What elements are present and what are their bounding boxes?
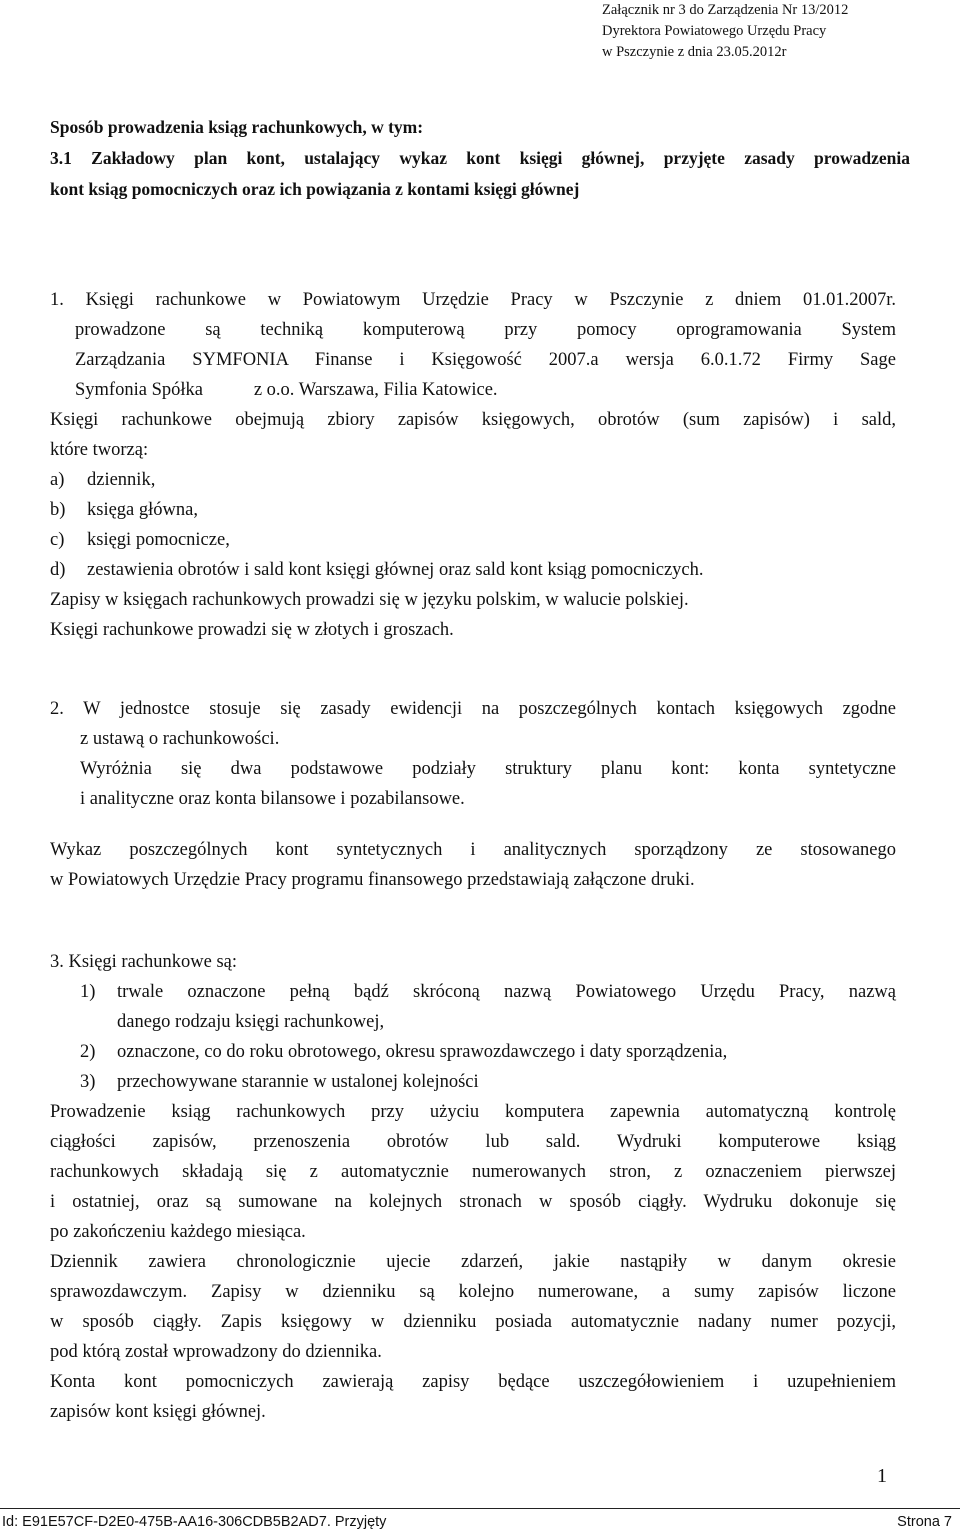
title-line-2: 3.1 Zakładowy plan kont, ustalający wykaz kont księgi głównej, przyjęte zasady prowadzenia: [50, 148, 910, 168]
section3-list: [50, 977, 896, 1097]
list-item: [50, 525, 896, 555]
document-id: Id: E91E57CF-D2E0-475B-AA16-306CDB5B2AD7. Przyjęty: [2, 1514, 387, 1530]
section1-para-3: Księgi rachunkowe prowadzi się w złotych i groszach.: [50, 620, 454, 640]
list-label: a): [50, 470, 65, 490]
section-1: [50, 285, 896, 645]
footer-divider: [0, 1508, 960, 1509]
list-item: [80, 1037, 896, 1067]
wykaz-paragraph: [50, 835, 896, 895]
section3-para2-line: Dziennik zawiera chronologicznie ujecie zdarzeń, jakie nastąpiły w danym okresie: [50, 1252, 896, 1272]
section3-para2-line: sprawozdawczym. Zapisy w dzienniku są kolejno numerowane, a sumy zapisów liczone: [50, 1282, 896, 1302]
list-text: trwale oznaczone pełną bądź skróconą nazwą Powiatowego Urzędu Pracy, nazwą: [117, 982, 896, 1002]
list-label: c): [50, 530, 65, 550]
list-text: dziennik,: [87, 470, 156, 490]
header-line-3: w Pszczynie z dnia 23.05.2012r: [602, 44, 787, 60]
document-title: [50, 112, 910, 205]
title-line-3: kont ksiąg pomocniczych oraz ich powiązania z kontami księgi głównej: [50, 179, 580, 199]
section3-para1-line: Prowadzenie ksiąg rachunkowych przy użyciu komputera zapewnia automatyczną kontrolę: [50, 1102, 896, 1122]
list-text: przechowywane starannie w ustalonej kolejności: [117, 1072, 479, 1092]
wykaz-line-2: w Powiatowych Urzędzie Pracy programu finansowego przedstawiają załączone druki.: [50, 870, 695, 890]
header-line-1: Załącznik nr 3 do Zarządzenia Nr 13/2012: [602, 2, 849, 18]
section2-line-2: z ustawą o rachunkowości.: [80, 729, 280, 749]
header-line-2: Dyrektora Powiatowego Urzędu Pracy: [602, 23, 827, 39]
section3-para1-line: i ostatniej, oraz są sumowane na kolejnych stronach w sposób ciągły. Wydruku dokonuje się: [50, 1192, 896, 1212]
list-text: oznaczone, co do roku obrotowego, okresu sprawozdawczego i daty sporządzenia,: [117, 1042, 728, 1062]
list-item: [80, 1067, 896, 1097]
section3-para2-line: pod którą został wprowadzony do dziennika.: [50, 1342, 382, 1362]
list-item: [50, 465, 896, 495]
section1-line-2: prowadzone są techniką komputerową przy pomocy oprogramowania System: [75, 320, 896, 340]
list-item: [50, 555, 896, 585]
section3-para2-line: w sposób ciągły. Zapis księgowy w dzienniku posiada automatycznie nadany numer pozycji,: [50, 1312, 896, 1332]
document-header: [602, 0, 848, 63]
list-text: zestawienia obrotów i sald kont księgi głównej oraz sald kont ksiąg pomocniczych.: [87, 560, 704, 580]
section2-line-4: i analityczne oraz konta bilansowe i pozabilansowe.: [80, 789, 465, 809]
section1-para-line-2: które tworzą:: [50, 440, 149, 460]
list-label: 2): [80, 1042, 96, 1062]
section3-para3-line: zapisów kont księgi głównej.: [50, 1402, 266, 1422]
section1-line-1: 1. Księgi rachunkowe w Powiatowym Urzędzie Pracy w Pszczynie z dniem 01.01.2007r.: [50, 290, 896, 310]
section3-para1-line: rachunkowych składają się z automatycznie numerowanych stron, z oznaczeniem pierwszej: [50, 1162, 896, 1182]
section2-line-1: 2. W jednostce stosuje się zasady ewidencji na poszczególnych kontach księgowych zgodne: [50, 699, 896, 719]
page-label: Strona 7: [897, 1514, 952, 1530]
section-2: [50, 694, 896, 814]
section3-para1-line: ciągłości zapisów, przenoszenia obrotów lub sald. Wydruki komputerowe ksiąg: [50, 1132, 896, 1152]
title-line-1: Sposób prowadzenia ksiąg rachunkowych, w tym:: [50, 117, 424, 137]
list-label: 1): [80, 982, 96, 1002]
section1-para-2: Zapisy w księgach rachunkowych prowadzi się w języku polskim, w walucie polskiej.: [50, 590, 689, 610]
list-item: [80, 977, 896, 1037]
section3-para1-line: po zakończeniu każdego miesiąca.: [50, 1222, 306, 1242]
list-item: [50, 495, 896, 525]
page-number: 1: [877, 1465, 887, 1487]
list-label: b): [50, 500, 66, 520]
section3-para3-line: Konta kont pomocniczych zawierają zapisy będące uszczegółowieniem i uzupełnieniem: [50, 1372, 896, 1392]
list-text: danego rodzaju księgi rachunkowej,: [117, 1012, 385, 1032]
wykaz-line-1: Wykaz poszczególnych kont syntetycznych i analitycznych sporządzony ze stosowanego: [50, 840, 896, 860]
list-text: księga główna,: [87, 500, 198, 520]
section1-line-4: Symfonia Spółka z o.o. Warszawa, Filia Katowice.: [75, 380, 498, 400]
section3-heading: 3. Księgi rachunkowe są:: [50, 952, 238, 972]
section1-para-line-1: Księgi rachunkowe obejmują zbiory zapisów księgowych, obrotów (sum zapisów) i sald,: [50, 410, 896, 430]
list-text: księgi pomocnicze,: [87, 530, 230, 550]
section-3: [50, 947, 896, 1427]
list-label: 3): [80, 1072, 96, 1092]
section2-line-3: Wyróżnia się dwa podstawowe podziały struktury planu kont: konta syntetyczne: [80, 759, 896, 779]
list-label: d): [50, 560, 66, 580]
section1-line-3: Zarządzania SYMFONIA Finanse i Księgowość 2007.a wersja 6.0.1.72 Firmy Sage: [75, 350, 896, 370]
